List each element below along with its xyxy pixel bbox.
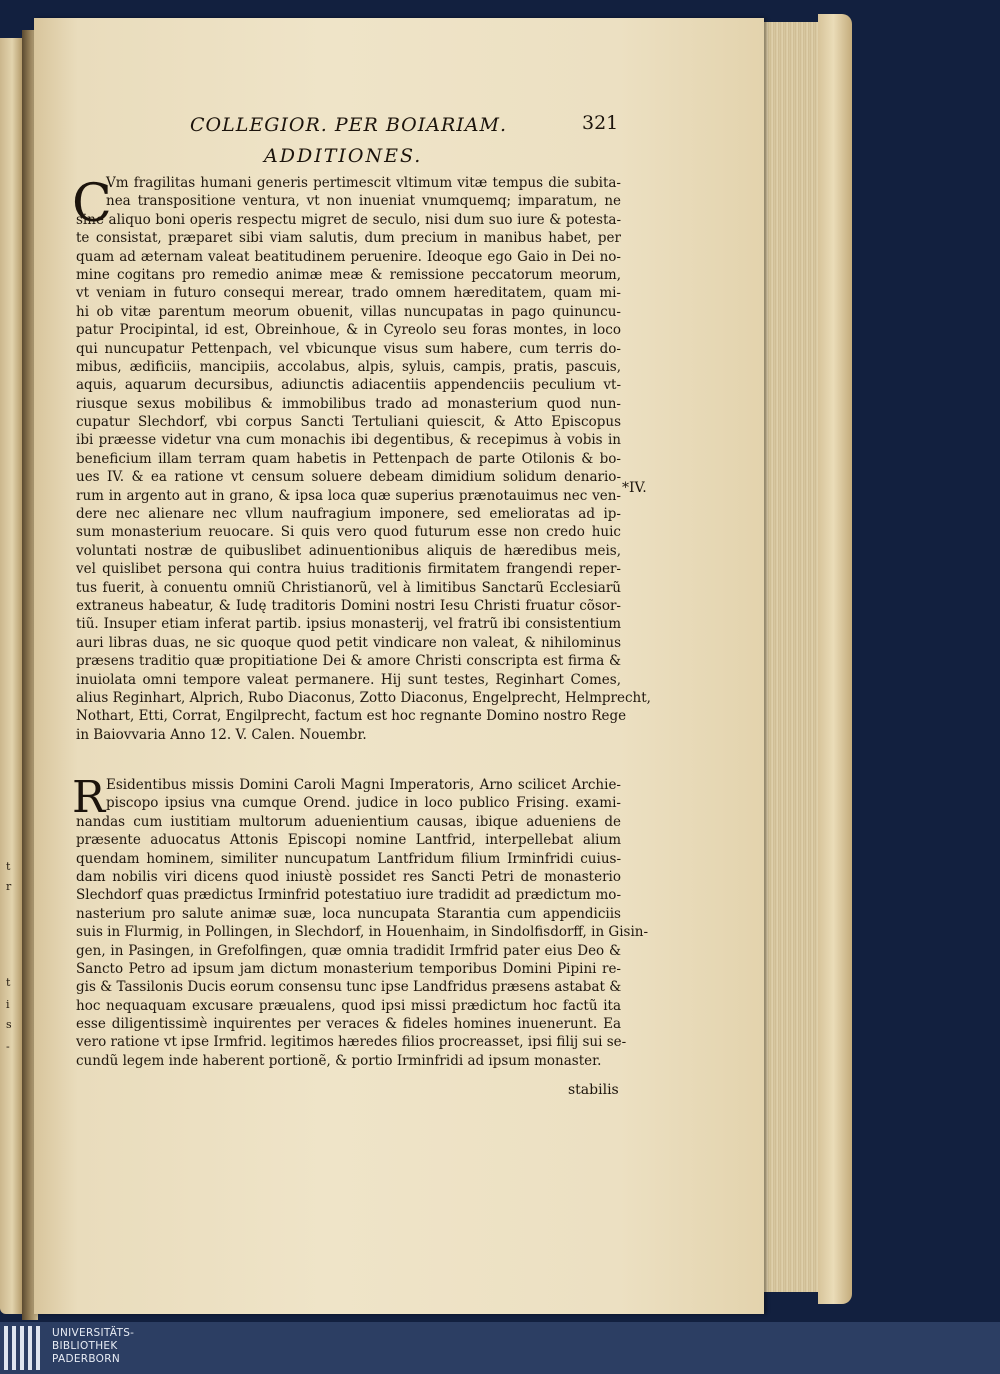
paragraph-charter-gaio (76, 174, 651, 744)
library-name (52, 1327, 134, 1366)
text-line: ibi præesse videtur vna cum monachis ibi degentibus, & recepimus à vobis in (76, 432, 621, 449)
text-line: præsente aduocatus Attonis Episcopi nomine Lantfrid, interpellebat alium (76, 832, 621, 849)
text-line: voluntati nostræ de quibuslibet adinuentionibus aliquis de hæredibus meis, (76, 542, 621, 559)
text-line: sine aliquo boni operis respectu migret de seculo, nisi dum suo iure & potesta- (76, 211, 621, 228)
text-line: vero ratione vt ipse Irmfrid. legitimos hæredes filios procreasset, ipsi filij sui se- (76, 1034, 627, 1051)
dropcap-initial: C (72, 174, 112, 234)
left-page-fragment: t (6, 860, 11, 873)
text-line: alius Reginhart, Alprich, Rubo Diaconus, Zotto Diaconus, Engelprecht, Helmprecht, (76, 689, 651, 706)
margin-note: *IV. (622, 480, 647, 496)
text-line: hi ob vitæ parentum meorum obuenit, villas nuncupatas in pago quinuncu- (76, 303, 621, 320)
text-line: mine cogitans pro remedio animæ meæ & remissione peccatorum meorum, (76, 266, 621, 283)
text-line: patur Procipintal, id est, Obreinhoue, & in Cyreolo seu foras montes, in loco (76, 322, 621, 339)
left-page-fragment: t (6, 976, 11, 989)
text-line: nasterium pro salute animæ suæ, loca nuncupata Starantia cum appendiciis (76, 905, 621, 922)
text-line: cupatur Slechdorf, vbi corpus Sancti Tertuliani quiescit, & Atto Episcopus (76, 414, 621, 431)
text-line: in Baiovvaria Anno 12. V. Calen. Nouembr. (76, 726, 367, 743)
text-line: auri libras duas, ne sic quoque quod petit vindicare non valeat, & nihilominus (76, 634, 621, 651)
text-line: rum in argento aut in grano, & ipsa loca quæ superius prænotauimus nec ven- (76, 487, 621, 504)
text-line: Vm fragilitas humani generis pertimescit vltimum vitæ tempus die subita- (106, 175, 621, 191)
text-line: qui nuncupatur Pettenpach, vel vbicunque visus sum habere, cum terris do- (76, 340, 621, 357)
left-page-fragment: i (6, 998, 10, 1011)
text-line: vel quislibet persona qui contra huius traditionis firmitatem frangendi reper- (76, 561, 621, 578)
library-name-line: PADERBORN (52, 1353, 120, 1365)
text-line: esse diligentissimè inquirentes per veraces & fideles homines inuenerunt. Ea (76, 1016, 621, 1033)
text-line: cundũ legem inde haberent portionẽ, & portio Irminfridi ad ipsum monaster. (76, 1052, 602, 1069)
text-line: suis in Flurmig, in Pollingen, in Slechdorf, in Houenhaim, in Sindolfisdorff, in Gisin- (76, 924, 649, 941)
text-line: nea transpositione ventura, vt non inueniat vnumquemq; imparatum, ne (106, 193, 621, 210)
text-line: Nothart, Etti, Corrat, Engilprecht, factum est hoc regnante Domino nostro Rege (76, 708, 627, 725)
text-line: præsens traditio quæ propitiatione Dei & amore Christi conscripta est firma & (76, 653, 621, 670)
left-page-fragment: r (6, 880, 12, 893)
left-page-fragment: - (6, 1040, 10, 1053)
text-line: Slechdorf quas prædictus Irminfrid potestatiuo iure tradidit ad prædictum mo- (76, 887, 621, 904)
library-footer (0, 1322, 1000, 1374)
text-line: riusque sexus mobilibus & immobilibus trado ad monasterium quod nun- (76, 395, 621, 412)
text-line: beneficium illam terram quam habetis in Pettenpach de parte Otilonis & bo- (76, 450, 621, 467)
library-name-line: BIBLIOTHEK (52, 1340, 118, 1352)
left-facing-page (0, 38, 22, 1314)
text-line: mibus, ædificiis, mancipiis, accolabus, alpis, syluis, campis, pratis, pascuis, (76, 358, 621, 375)
text-line: nandas cum iustitiam multorum aduenientium causas, ibique adueniens de (76, 813, 621, 830)
text-line: piscopo ipsius vna cumque Orend. judice in loco publico Frising. exami- (106, 795, 621, 812)
text-line: Esidentibus missis Domini Caroli Magni Imperatoris, Arno scilicet Archie- (106, 777, 621, 793)
text-line: ues IV. & ea ratione vt censum soluere debeam dimidium solidum denario- (76, 469, 621, 486)
text-line: extraneus habeatur, & Iudę traditoris Domini nostri Iesu Christi fruatur cõsor- (76, 597, 621, 614)
text-line: sum monasterium reuocare. Si quis vero quod futurum esse non credo huic (76, 524, 621, 541)
text-line: hoc nequaquam excusare præualens, quod ipsi missi prædictum hoc factũ ita (76, 997, 621, 1014)
page-number: 321 (582, 112, 619, 134)
text-line: dam nobilis viri dicens quod iniustè possidet res Sancti Petri de monasterio (76, 868, 621, 885)
dropcap-initial: R (72, 772, 106, 823)
text-line: tus fuerit, à conuentu omniũ Christianorũ, vel à limitibus Sanctarũ Ecclesiarũ (76, 579, 621, 596)
text-line: quam ad æternam valeat beatitudinem peruenire. Ideoque ego Gaio in Dei no- (76, 248, 621, 265)
text-line: dere nec alienare nec vllum naufragium imponere, sed emelioratas ad ip- (76, 506, 621, 523)
running-title: COLLEGIOR. PER BOIARIAM. (190, 114, 508, 136)
text-line: gis & Tassilonis Ducis eorum consensu tunc ipse Landfridus præsens astabat & (76, 979, 622, 996)
text-line: quendam hominem, similiter nuncupatum Lantfridum filium Irminfridi cuius- (76, 850, 621, 867)
section-title: ADDITIONES. (264, 145, 423, 167)
text-line: Sancto Petro ad ipsum jam dictum monasterium temporibus Domini Pipini re- (76, 960, 621, 977)
text-line: tiũ. Insuper etiam inferat partib. ipsius monasterij, vel fratrũ ibi consistentium (76, 616, 621, 633)
book-cover-edge (818, 14, 852, 1304)
text-line: aquis, aquarum decursibus, adiunctis adiacentiis appendenciis peculium vt- (76, 377, 621, 394)
text-line: te consistat, præparet sibi viam salutis, dum precium in manibus habet, per (76, 230, 621, 247)
text-line: vt veniam in futuro consequi merear, trado omnem hæreditatem, quam mi- (76, 285, 621, 302)
catchword: stabilis (568, 1082, 619, 1098)
library-name-line: UNIVERSITÄTS- (52, 1327, 135, 1339)
text-line: gen, in Pasingen, in Grefolfingen, quæ omnia tradidit Irmfrid pater eius Deo & (76, 942, 621, 959)
left-page-fragment: s (6, 1018, 12, 1031)
text-line: inuiolata omni tempore valeat permanere. Hij sunt testes, Reginhart Comes, (76, 671, 621, 688)
library-logo-icon (4, 1326, 42, 1370)
paragraph-missi-judgment (76, 776, 649, 1070)
